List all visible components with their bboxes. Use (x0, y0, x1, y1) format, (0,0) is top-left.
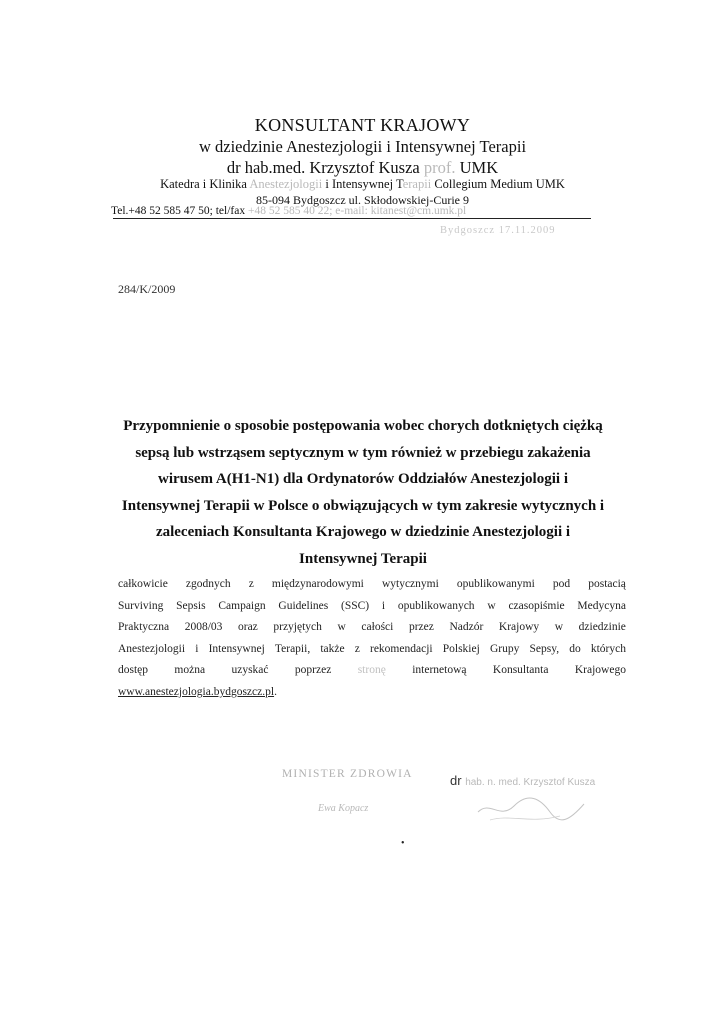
body-line (118, 574, 626, 596)
body-word: Campaign (218, 599, 266, 612)
minister-signature: Ewa Kopacz (318, 803, 369, 814)
phone-text: Tel.+48 52 585 47 50; tel/fax (111, 205, 248, 217)
department-part-c: i Intensywnej T (322, 177, 403, 191)
body-word: uzyskać (231, 664, 269, 677)
department-line (0, 177, 725, 192)
consultant-name-main: dr hab.med. Krzysztof Kusza (226, 158, 424, 177)
body-word: opublikowanymi (456, 578, 535, 590)
letter-body (118, 574, 626, 704)
body-word: w (487, 599, 496, 612)
contact-line (111, 205, 466, 217)
body-word: Sepsis (176, 599, 206, 612)
body-word: dziedzinie (578, 621, 626, 634)
signature-dr: dr (450, 773, 462, 788)
body-word: czasopiśmie (508, 599, 565, 612)
body-word: Anestezjologii (118, 642, 186, 655)
body-word: można (174, 664, 206, 677)
body-word: i (195, 642, 199, 655)
department-part-a: Katedra i Klinika (160, 177, 250, 191)
subject-line: zaleceniach Konsultanta Krajowego w dziedzinie Anestezjologii i (155, 524, 571, 541)
body-word: zgodnych (185, 578, 231, 590)
body-word: Medycyna (577, 599, 626, 612)
fax-email-text: +48 52 585 40 22; e-mail: kitanest@cm.umk.pl (247, 205, 467, 217)
address-line: 85-094 Bydgoszcz ul. Skłodowskiej-Curie 9 (256, 193, 469, 207)
consultant-name (0, 158, 725, 178)
letter-subject (108, 413, 618, 573)
subject-line: Intensywnej Terapii (299, 550, 427, 567)
body-period: . (274, 685, 277, 698)
body-word: opublikowanych (397, 599, 475, 612)
subject-line: Przypomnienie o sposobie postępowania wobec chorych dotkniętych ciężką (123, 418, 603, 434)
body-word: Guidelines (278, 599, 329, 612)
body-word: z (248, 578, 254, 590)
body-line (118, 617, 626, 639)
body-word: (SSC) (341, 599, 370, 612)
body-word: których (590, 642, 626, 655)
department-part-e: Collegium Medium UMK (431, 177, 565, 191)
body-line (118, 682, 626, 704)
body-word: internetową (412, 664, 467, 677)
body-word: z (354, 642, 360, 655)
body-word: stronę (357, 664, 386, 677)
body-word: przez (408, 621, 434, 634)
letter-date: Bydgoszcz 17.11.2009 (440, 225, 556, 236)
body-word: do (569, 642, 581, 655)
header-divider (113, 218, 591, 219)
body-word: Praktyczna (118, 621, 170, 634)
ink-mark: • (401, 838, 405, 849)
body-word: Surviving (118, 599, 164, 612)
consultant-title-faded: prof. (423, 158, 456, 177)
subject-line: wirusem A(H1-N1) dla Ordynatorów Oddziałów Anestezjologii i (158, 471, 568, 488)
body-word: Konsultanta (492, 664, 549, 677)
body-line (118, 596, 626, 618)
body-line (118, 660, 626, 682)
body-word: przyjętych (273, 621, 322, 634)
subject-line: Intensywnej Terapii w Polsce o obwiązujących w tym zakresie wytycznych i (121, 497, 605, 514)
body-word: dostęp (118, 664, 149, 677)
body-word: Nadzór (449, 621, 484, 634)
department-part-d: erapii (402, 177, 432, 191)
signature-name-faded: hab. n. med. Krzysztof Kusza (465, 777, 596, 788)
body-word: także (320, 642, 345, 655)
body-word: Intensywnej (208, 642, 265, 655)
body-word: rekomendacji (370, 642, 433, 655)
body-line (118, 639, 626, 661)
ministry-stamp: MINISTER ZDROWIA (282, 768, 413, 780)
body-word: oraz (237, 621, 258, 634)
handwritten-signature (470, 790, 590, 830)
consultant-title: KONSULTANT KRAJOWY (254, 115, 471, 135)
body-word: Polskiej (442, 642, 480, 655)
signature-stamp (450, 773, 595, 788)
website-link[interactable]: www.anestezjologia.bydgoszcz.pl (118, 685, 275, 698)
body-word: całości (361, 621, 394, 634)
body-word: Krajowy (498, 621, 540, 634)
body-word: Sepsy, (529, 642, 560, 655)
body-word: poprzez (294, 664, 332, 677)
body-word: 2008/03 (184, 621, 223, 634)
department-part-b: Anestezjologii (249, 177, 323, 191)
body-word: w (554, 621, 564, 634)
body-word: wytycznymi (381, 578, 439, 590)
subject-line: sepsą lub wstrząsem septycznym w tym również w przebiegu zakażenia (135, 444, 591, 461)
body-word: Grupy (489, 642, 520, 655)
body-word: Terapii, (274, 642, 311, 655)
body-word: pod (552, 578, 571, 590)
body-word: całkowicie (118, 578, 168, 590)
consultant-university: UMK (455, 158, 499, 177)
reference-number: 284/K/2009 (118, 282, 176, 296)
body-word: w (337, 621, 346, 634)
consultant-field: w dziedzinie Anestezjologii i Intensywnej Terapii (198, 137, 527, 156)
body-word: międzynarodowymi (271, 578, 364, 590)
body-word: Krajowego (574, 664, 626, 677)
body-word: i (381, 599, 386, 612)
body-word: postacią (588, 578, 626, 590)
